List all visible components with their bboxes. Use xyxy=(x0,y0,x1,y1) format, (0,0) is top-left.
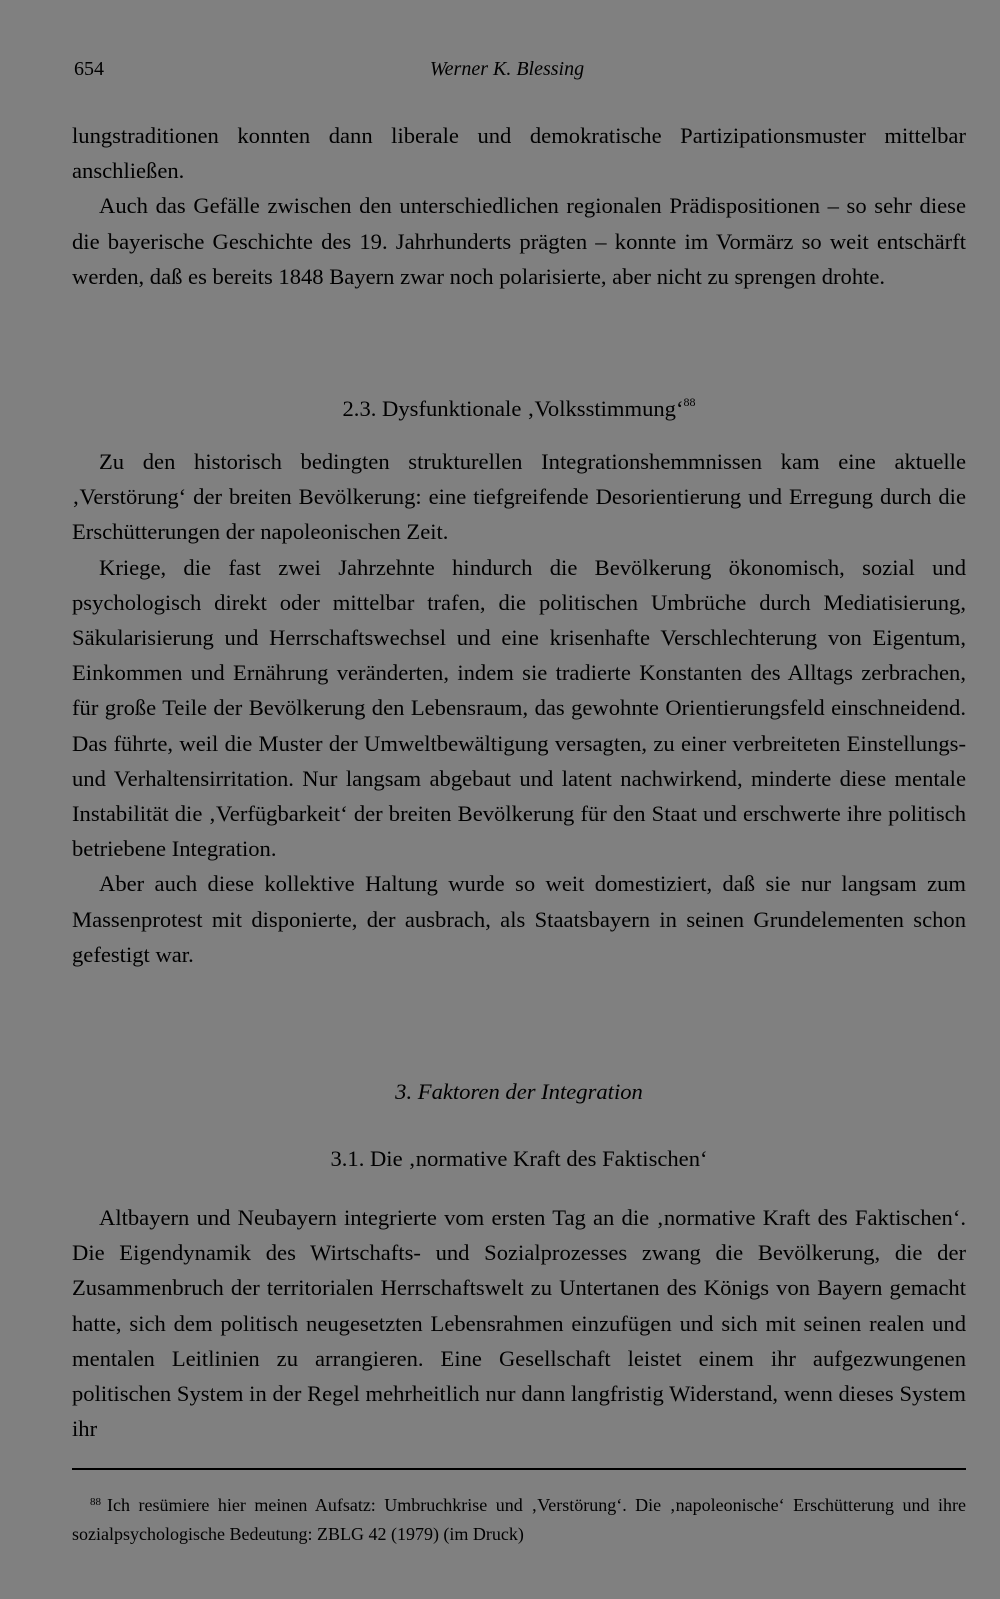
paragraph: Auch das Gefälle zwischen den unterschiedlichen regionalen Prädispositionen – so sehr diese die bayerische Geschichte des 19. Jahrhunderts prägten – konnte im Vormärz so weit entschärft werden, daß es bereits 1848 Bayern zwar noch polarisierte, aber nicht zu sprengen drohte. xyxy=(72,193,966,289)
footnote-number: 88 xyxy=(90,1496,101,1508)
paragraph: Kriege, die fast zwei Jahrzehnte hindurch die Bevölkerung ökonomisch, sozial und psychologisch direkt oder mittelbar trafen, die politischen Umbrüche durch Mediatisierung, Säkularisierung und Herrschaftswechsel und eine krisenhafte Verschlechterung von Eigentum, Einkommen und Ernährung veränderten, indem sie tradierte Konstanten des Alltags zerbrachen, für große Teile der Bevölkerung den Lebensraum, das gewohnte Orientierungsfeld einschneidend. Das führte, weil die Muster der Umweltbewältigung versagten, zu einer verbreiteten Einstellungs- und Verhaltensirritation. Nur langsam abgebaut und latent nachwirkend, minderte diese mentale Instabilität die ‚Verfügbarkeit‘ der breiten Bevölkerung für den Staat und erschwerte ihre politisch betriebene Integration. xyxy=(72,554,966,862)
footnote-reference: 88 xyxy=(683,395,696,409)
page-header xyxy=(74,54,940,86)
section-heading-2-3 xyxy=(72,386,966,425)
footnote-text: Ich resümiere hier meinen Aufsatz: Umbruchkrise und ‚Verstörung‘. Die ‚napoleonische‘ Erschütterung und ihre sozialpsychologische Bedeutung: ZBLG 42 (1979) (im Druck) xyxy=(72,1495,966,1544)
section-3-1-text xyxy=(72,1200,966,1446)
page-number: 654 xyxy=(74,58,104,80)
running-head: Werner K. Blessing xyxy=(429,58,585,80)
heading-text: 2.3. Dysfunktionale ‚Volksstimmung‘ xyxy=(342,396,684,421)
paragraph: Altbayern und Neubayern integrierte vom ersten Tag an die ‚normative Kraft des Faktischen‘. Die Eigendynamik des Wirtschafts- und Sozialprozesses zwang die Bevölkerung, die der Zusammenbruch der territorialen Herrschaftswelt zu Untertanen des Königs von Bayern gemacht hatte, sich dem politisch neugesetzten Lebensrahmen einzufügen und sich mit seinen realen und mentalen Leitlinien zu arrangieren. Eine Gesellschaft leistet einem ihr aufgezwungenen politischen System in der Regel mehrheitlich nur dann langfristig Widerstand, wenn dieses System ihr xyxy=(72,1205,966,1442)
section-heading-3: 3. Faktoren der Integration xyxy=(395,1079,643,1104)
footnote-divider xyxy=(72,1468,966,1470)
paragraph: Aber auch diese kollektive Haltung wurde so weit domestiziert, daß sie nur langsam zum Massenprotest mit disponierte, der ausbrach, als Staatsbayern in seinen Grundelementen schon gefestigt war. xyxy=(72,871,966,967)
footnote xyxy=(72,1488,966,1549)
section-2-3-text xyxy=(72,444,966,972)
paragraph: Zu den historisch bedingten strukturellen Integrationshemmnissen kam eine aktuelle ‚Verstörung‘ der breiten Bevölkerung: eine tiefgreifende Desorientierung und Erregung durch die Erschütterungen der napoleonischen Zeit. xyxy=(72,449,966,545)
paragraph: lungstraditionen konnten dann liberale und demokratische Partizipationsmuster mittelbar anschließen. xyxy=(72,123,966,184)
section-heading-3-1: 3.1. Die ‚normative Kraft des Faktischen‘ xyxy=(330,1146,708,1171)
intro-text xyxy=(72,118,966,294)
